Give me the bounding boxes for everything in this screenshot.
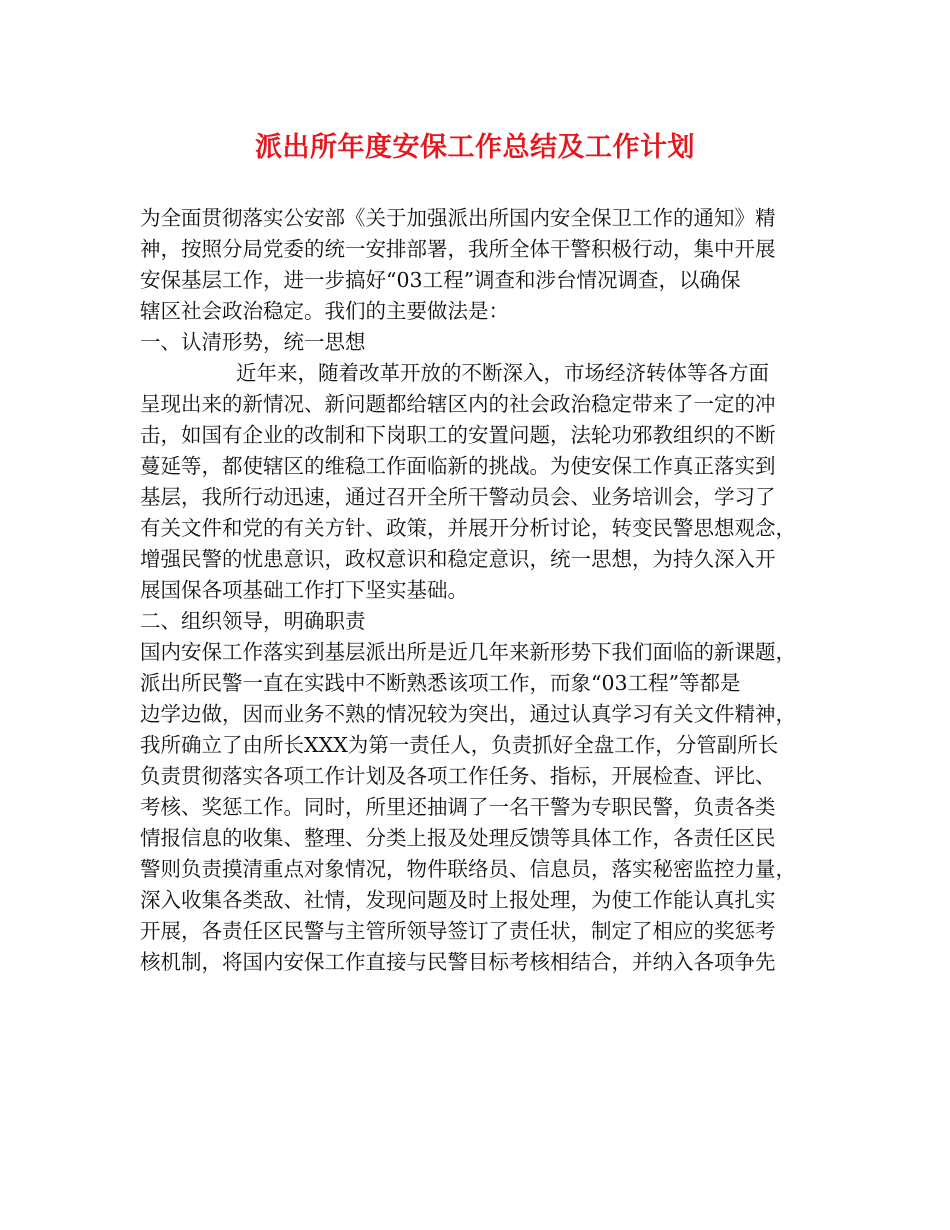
paragraph-line: 考核、奖惩工作。同时，所里还抽调了一名干警为专职民警，负责各类 xyxy=(140,795,776,819)
paragraph-line: 基层，我所行动迅速，通过召开全所干警动员会、业务培训会，学习了 xyxy=(140,485,776,509)
paragraph-line: 为全面贯彻落实公安部《关于加强派出所国内安全保卫工作的通知》精 xyxy=(140,206,776,230)
paragraph-line: 派出所民警一直在实践中不断熟悉该项工作，而象“03工程”等都是 xyxy=(140,671,741,695)
paragraph-line: 深入收集各类敌、社情，发现问题及时上报处理，为使工作能认真扎实 xyxy=(140,888,776,912)
section-heading-2: 二、组织领导，明确职责 xyxy=(140,609,366,633)
paragraph-line: 神，按照分局党委的统一安排部署，我所全体干警积极行动，集中开展 xyxy=(140,237,776,261)
paragraph-line: 核机制，将国内安保工作直接与民警目标考核相结合，并纳入各项争先 xyxy=(140,950,776,974)
document-title: 派出所年度安保工作总结及工作计划 xyxy=(255,132,695,163)
section-heading-1: 一、认清形势，统一思想 xyxy=(140,330,366,354)
paragraph-line: 安保基层工作，进一步搞好“03工程”调查和涉台情况调查，以确保 xyxy=(140,268,741,292)
paragraph-line: 情报信息的收集、整理、分类上报及处理反馈等具体工作，各责任区民 xyxy=(140,826,776,850)
paragraph-line: 击，如国有企业的改制和下岗职工的安置问题，法轮功邪教组织的不断 xyxy=(140,423,776,447)
paragraph-line: 辖区社会政治稳定。我们的主要做法是： xyxy=(140,299,509,323)
paragraph-line: 近年来，随着改革开放的不断深入，市场经济转体等各方面 xyxy=(236,361,769,385)
paragraph-line: 开展，各责任区民警与主管所领导签订了责任状，制定了相应的奖惩考 xyxy=(140,919,776,943)
paragraph-line: 蔓延等，都使辖区的维稳工作面临新的挑战。为使安保工作真正落实到 xyxy=(140,454,776,478)
paragraph-line: 负责贯彻落实各项工作计划及各项工作任务、指标，开展检查、评比、 xyxy=(140,764,776,788)
paragraph-line: 警则负责摸清重点对象情况，物件联络员、信息员，落实秘密监控力量， xyxy=(140,857,796,881)
paragraph-line: 边学边做，因而业务不熟的情况较为突出，通过认真学习有关文件精神， xyxy=(140,702,796,726)
paragraph-line: 展国保各项基础工作打下坚实基础。 xyxy=(140,578,468,602)
paragraph-line: 增强民警的忧患意识，政权意识和稳定意识，统一思想，为持久深入开 xyxy=(140,547,776,571)
paragraph-line: 有关文件和党的有关方针、政策，并展开分析讨论，转变民警思想观念， xyxy=(140,516,796,540)
paragraph-line: 我所确立了由所长XXX为第一责任人，负责抓好全盘工作，分管副所长 xyxy=(140,733,779,757)
document-body xyxy=(140,203,820,978)
paragraph-line: 国内安保工作落实到基层派出所是近几年来新形势下我们面临的新课题， xyxy=(140,640,796,664)
paragraph-line: 呈现出来的新情况、新问题都给辖区内的社会政治稳定带来了一定的冲 xyxy=(140,392,776,416)
